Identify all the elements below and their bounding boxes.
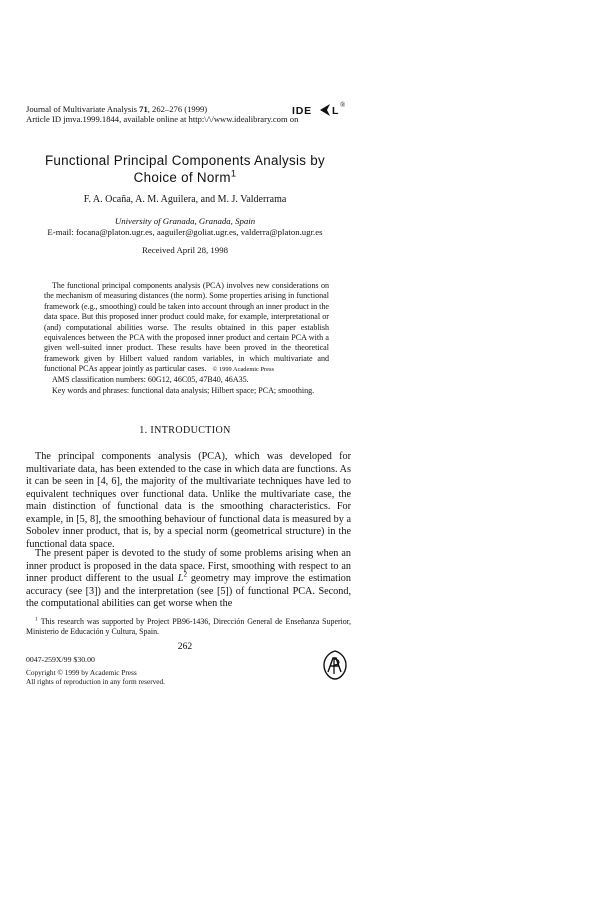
price-code: 0047-259X/99 $30.00 (26, 655, 95, 664)
abstract (44, 281, 329, 376)
academic-press-logo-icon (322, 650, 348, 680)
article-id-line[interactable]: Article ID jmva.1999.1844, available online at http:\/\/www.idealibrary.com on (26, 114, 299, 124)
page-number: 262 (177, 641, 193, 652)
ideal-logo[interactable] (292, 103, 346, 119)
received-date: Received April 28, 1998 (142, 245, 228, 255)
footnote-mark: 1 (35, 616, 38, 623)
authors: F. A. Ocaña, A. M. Aguilera, and M. J. Valderrama (83, 194, 287, 205)
rights-line: All rights of reproduction in any form reserved. (26, 677, 166, 686)
journal-pages-year: , 262–276 (1999) (147, 104, 208, 114)
paper-title-line-2-text: Choice of Norm (133, 170, 231, 185)
ideal-logo-suffix: L (332, 105, 339, 117)
l2-symbol: L (177, 573, 184, 585)
ideal-logo-text: IDE (292, 105, 312, 117)
intro-paragraph-2-part-b: geometry may improve the estimation accuracy (see [3]) and the interpretation (see [5]) of functional PCA. Second, the computational abilities can get worse when the (26, 573, 351, 610)
intro-paragraph-2-part-a: The present paper is devoted to the study of some problems arising when an inner product is proposed in the data space. First, smoothing with respect to an inner product different to the usual (26, 548, 351, 585)
paper-title-line-1: Functional Principal Components Analysis by (44, 153, 326, 168)
footnote-text: This research was supported by Project PB96-1436, Dirección General de Enseñanza Superior, Ministerio de Educación y Cultura, Spain. (26, 617, 352, 637)
journal-citation (26, 104, 207, 114)
ideal-logo-arrow-icon (319, 103, 331, 117)
ams-classification: AMS classification numbers: 60G12, 46C05, 47B40, 46A35. (52, 375, 249, 384)
affiliation: University of Granada, Granada, Spain (114, 216, 256, 226)
ideal-logo-registered: ® (340, 101, 346, 109)
journal-volume: 71 (139, 104, 148, 114)
intro-paragraph-1: The principal components analysis (PCA), which was developed for multivariate data, has been extended to the case in which data are functions. As it can be seen in [4, 6], the majority of the multivariate techniques have led to equivalent techniques over functional data. Unlike the multivariate case, the main distinction of functional data is the smoothing characteristics. For example, in [5, 8], the smoothing behaviour of functional data is measured by a Sobolev inner product, that is, by a special norm (geometrical structure) in the functional data space. (26, 451, 351, 550)
abstract-copyright: © 1999 Academic Press (212, 366, 274, 374)
footnote (26, 617, 351, 638)
journal-name: Journal of Multivariate Analysis (26, 104, 140, 114)
intro-paragraph-2 (26, 548, 351, 611)
abstract-text: The functional principal components analysis (PCA) involves new considerations on the mechanism of measuring distances (the norm). Some properties arising in functional framework (e.g., smoothing) could be taken into account through an inner product in the data space. But this proposed inner product could make, for example, interpretational or (and) computational abilities worse. The results obtained in this paper establish equivalences between the PCA with the proposed inner product and certain PCA with a given well-suited inner product. These results have been proved in the theoretical framework given by Hilbert valued random variables, in which multivariate and functional PCAs appear jointly as particular cases. (44, 281, 329, 374)
section-heading-introduction: 1. INTRODUCTION (139, 425, 231, 436)
copyright-line: Copyright © 1999 by Academic Press (26, 668, 137, 677)
title-footnote-mark: 1 (230, 168, 237, 179)
paper-title-line-2 (0, 169, 370, 186)
email-line: E-mail: focana@platon.ugr.es, aaguiler@goliat.ugr.es, valderra@platon.ugr.es (47, 227, 323, 237)
keywords: Key words and phrases: functional data analysis; Hilbert space; PCA; smoothing. (52, 386, 315, 395)
l2-exponent: 2 (183, 570, 188, 579)
